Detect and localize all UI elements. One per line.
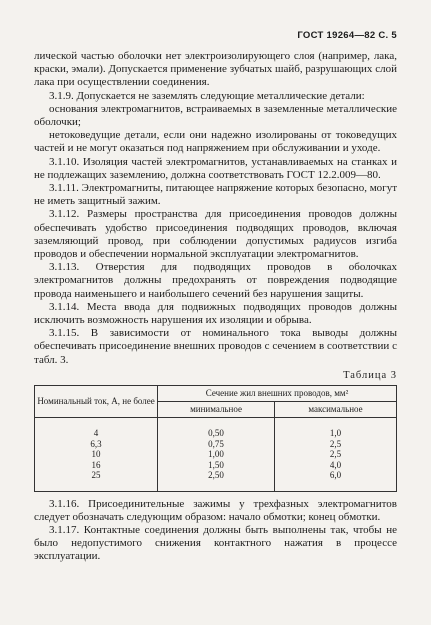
table-cell: 2,50 bbox=[158, 470, 275, 491]
col-max-header: максимальное bbox=[275, 402, 397, 418]
table-cell: 2,5 bbox=[275, 439, 397, 450]
table-cell: 0,50 bbox=[158, 418, 275, 439]
table-cell: 1,0 bbox=[275, 418, 397, 439]
paragraph: 3.1.13. Отверстия для подводящих проводов в оболочках электромагнитов должны предохранять от повреждения подводящие провода наименьшего и наибольшего сечений без нарушения защиты. bbox=[34, 261, 397, 300]
table-cell: 6,3 bbox=[35, 439, 158, 450]
paragraph: 3.1.17. Контактные соединения должны быть выполнены так, чтобы не было недопустимого снижения контактного нажатия в процессе эксплуатации. bbox=[34, 523, 397, 563]
paragraph: нетоковедущие детали, если они надежно изолированы от токоведущих частей и не могут оказаться под напряжением при обслуживании и уходе. bbox=[34, 129, 397, 155]
table-cell: 6,0 bbox=[275, 470, 397, 491]
col-group-header: Сечение жил внешних проводов, мм² bbox=[158, 386, 397, 402]
paragraph: 3.1.15. В зависимости от номинального тока выводы должны обеспечивать присоединение внешних проводов с сечением в соответствии с табл. 3. bbox=[34, 327, 397, 366]
paragraph: основания электромагнитов, встраиваемых в заземленные металлические оболочки; bbox=[34, 102, 397, 129]
paragraphs-top bbox=[34, 50, 397, 367]
page-header: ГОСТ 19264—82 С. 5 bbox=[297, 30, 397, 41]
paragraphs-bottom bbox=[34, 498, 397, 564]
paragraph: 3.1.12. Размеры пространства для присоединения проводов должны обеспечивать удобство присоединения подводящих проводов, включая заземляющий провод, при соблюдении допустимых радиусов изгиба проводов и обеспечении нормальной эксплуатации электромагнитов. bbox=[34, 208, 397, 261]
paragraph: 3.1.11. Электромагниты, питающее напряжение которых безопасно, могут не иметь защитный зажим. bbox=[34, 182, 397, 208]
paragraph: 3.1.14. Места ввода для подвижных подводящих проводов должны исключить возможность нарушения их изоляции и обрыва. bbox=[34, 300, 397, 327]
table-cell: 1,00 bbox=[158, 449, 275, 460]
paragraph: лической частью оболочки нет электроизолирующего слоя (например, лака, краски, эмали). Допускается применение зубчатых шайб, разрушающих слой лака при осуществлении соединения. bbox=[34, 50, 397, 89]
table-cell: 1,50 bbox=[158, 460, 275, 471]
table-row bbox=[35, 439, 397, 450]
table-cell: 2,5 bbox=[275, 449, 397, 460]
paragraph: 3.1.10. Изоляция частей электромагнитов, устанавливаемых на станках и не подлежащих заземлению, должна соответствовать ГОСТ 12.2.009—80. bbox=[34, 155, 397, 181]
col-min-header: минимальное bbox=[158, 402, 275, 418]
table-cell: 4 bbox=[35, 418, 158, 439]
wire-section-table bbox=[34, 385, 397, 492]
table-title: Таблица 3 bbox=[343, 369, 397, 381]
table-cell: 16 bbox=[35, 460, 158, 471]
table-row bbox=[35, 449, 397, 460]
table-row bbox=[35, 460, 397, 471]
table-cell: 10 bbox=[35, 449, 158, 460]
table-row bbox=[35, 418, 397, 439]
table-cell: 4,0 bbox=[275, 460, 397, 471]
table-cell: 25 bbox=[35, 470, 158, 491]
paragraph: 3.1.16. Присоединительные зажимы у трехфазных электромагнитов следует обозначать следующим образом: начало обмотки; конец обмотки. bbox=[34, 497, 397, 523]
document-body bbox=[34, 50, 397, 564]
table-body bbox=[35, 418, 397, 492]
paragraph: 3.1.9. Допускается не заземлять следующие металлические детали: bbox=[49, 89, 365, 102]
col-rated-current-header: Номинальный ток, А, не более bbox=[35, 386, 158, 418]
table-cell: 0,75 bbox=[158, 439, 275, 450]
table-row bbox=[35, 470, 397, 491]
